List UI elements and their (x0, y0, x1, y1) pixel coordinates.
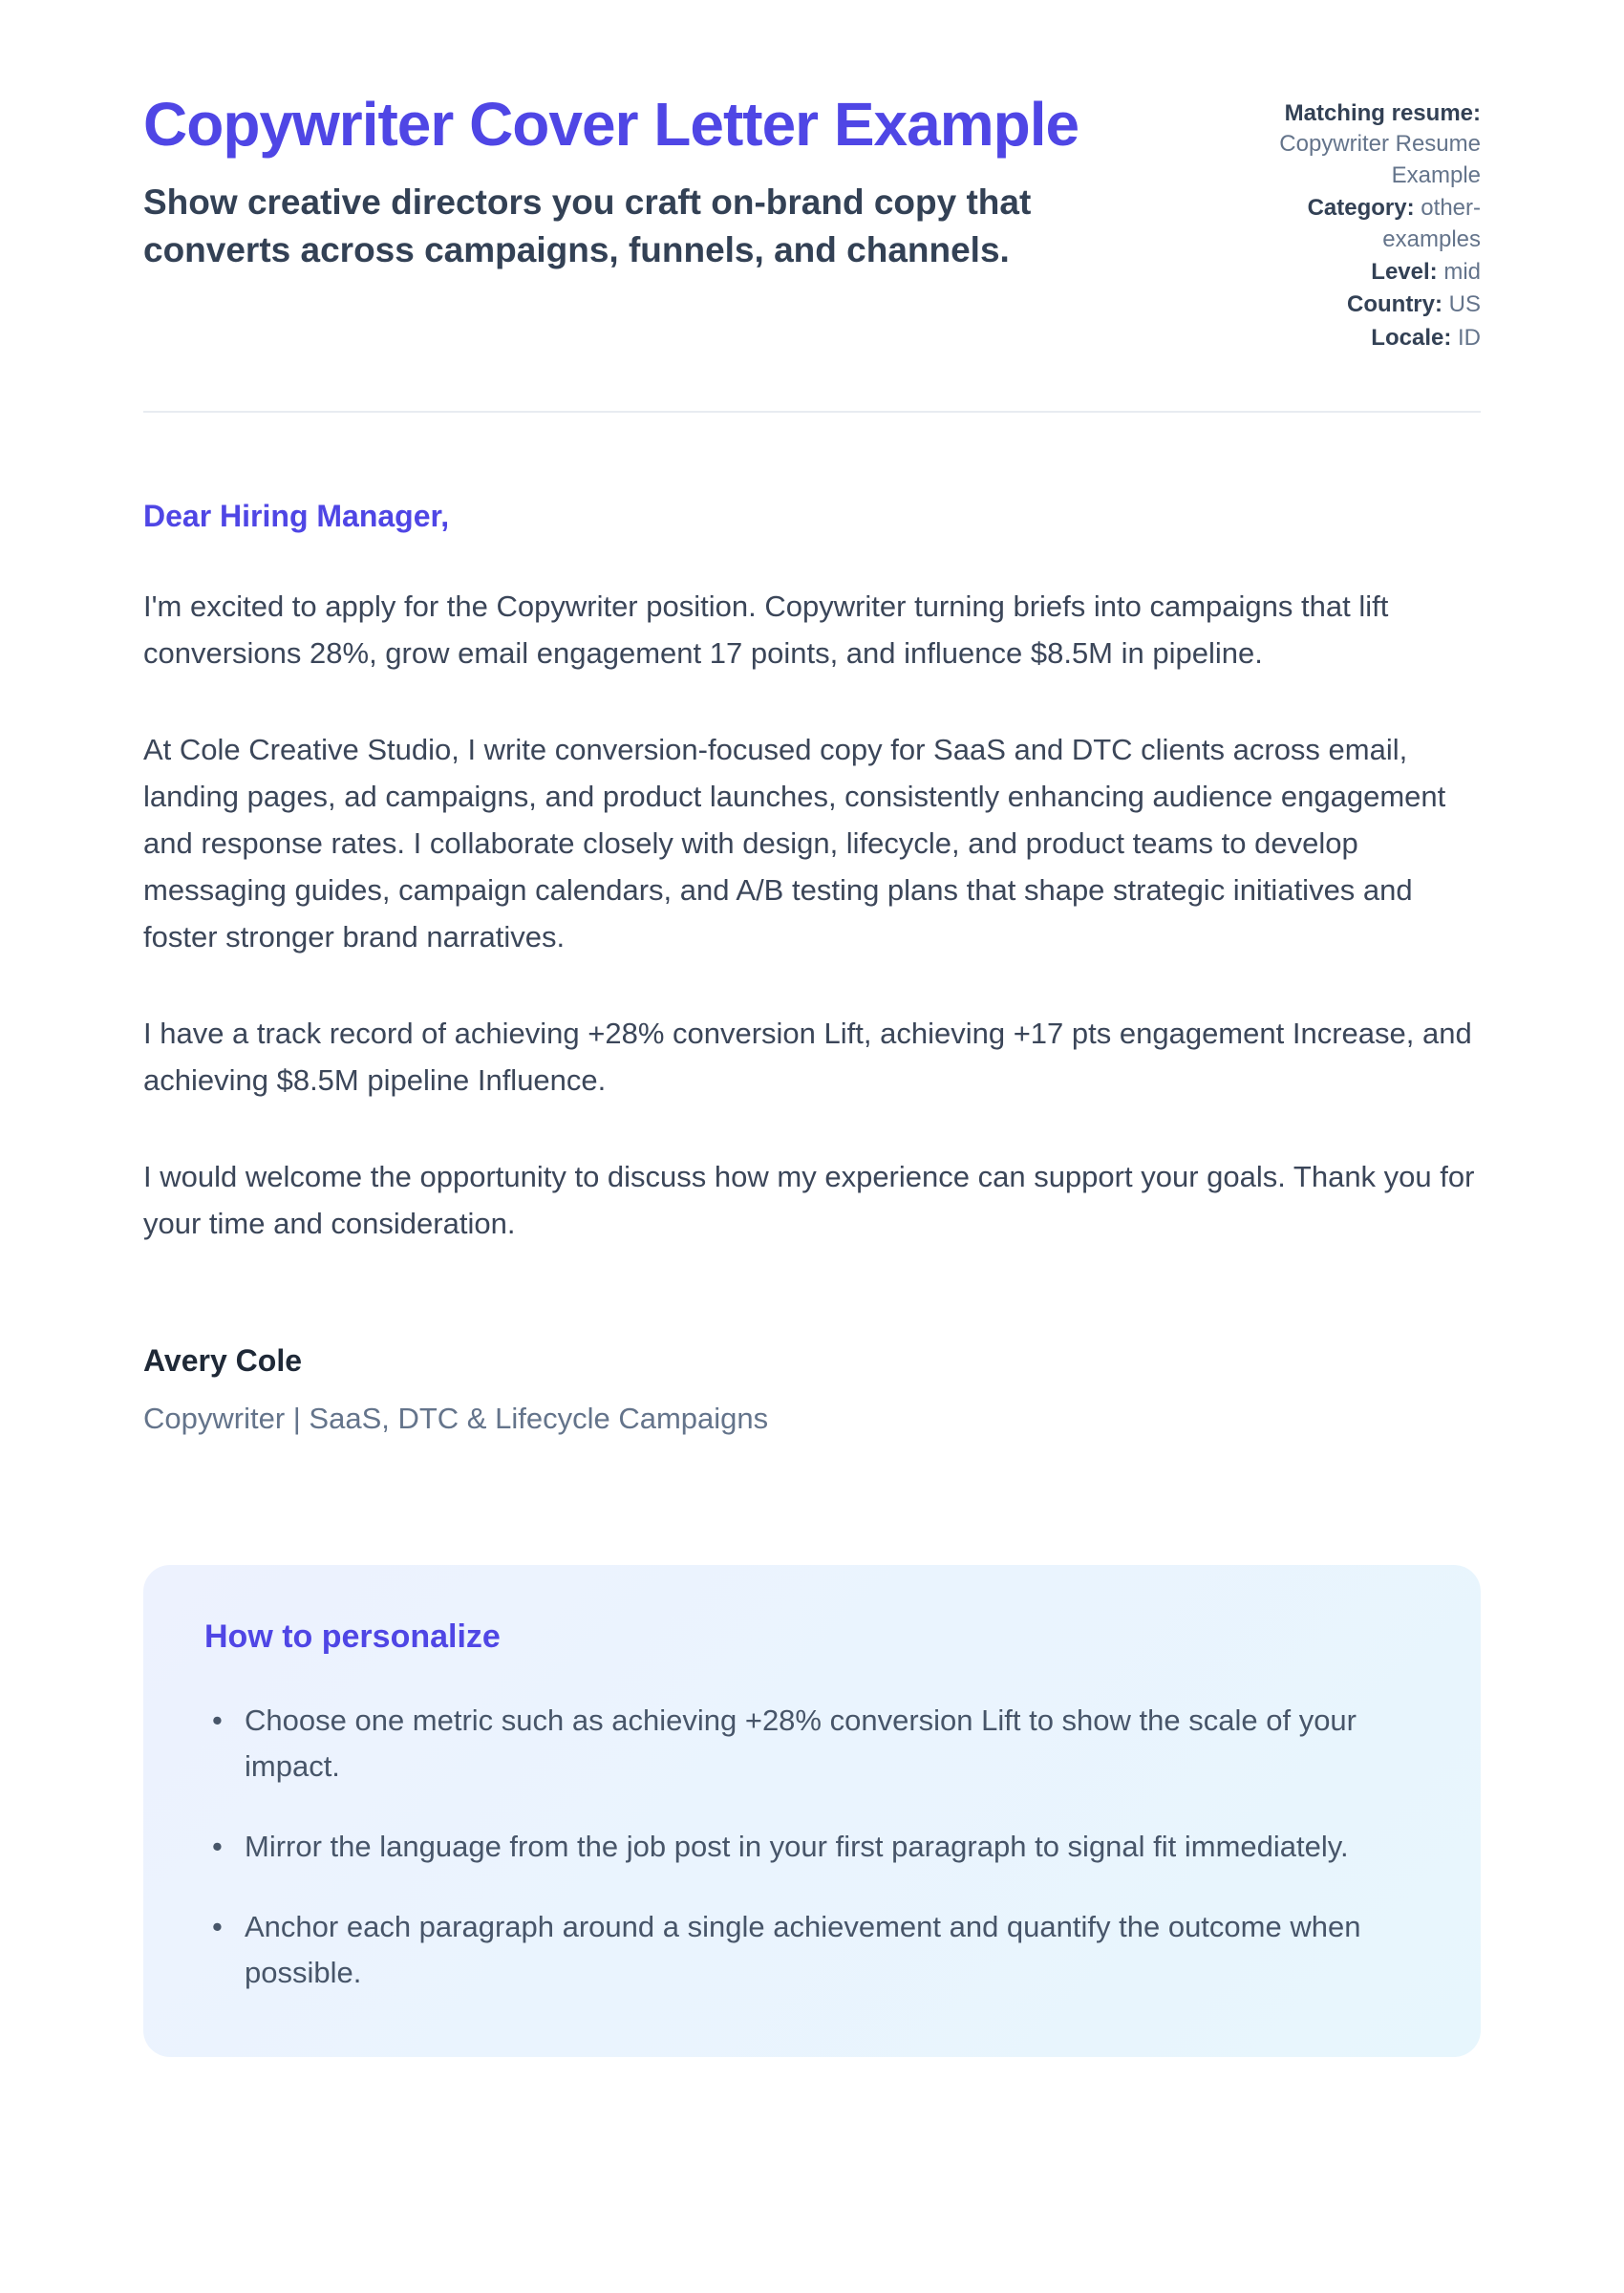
meta-locale (1237, 323, 1481, 354)
personalize-tip-3: • Anchor each paragraph around a single achievement and quantify the outcome when possible. (204, 1904, 1408, 1996)
cover-letter-body (143, 499, 1481, 1436)
header-divider (143, 411, 1481, 413)
signature-block (143, 1343, 1481, 1436)
letter-paragraph-1: I'm excited to apply for the Copywriter position. Copywriter turning briefs into campaigns that lift conversions 28%, grow email engagement 17 points, and influence $8.5M in pipeline. (143, 589, 1389, 671)
personalize-title: How to personalize (204, 1618, 501, 1655)
letter-paragraph-4: I would welcome the opportunity to discuss how my experience can support your goals. Thank you for your time and consideration. (143, 1159, 1475, 1240)
meta-country (1237, 289, 1481, 320)
signature-title: Copywriter | SaaS, DTC & Lifecycle Campaigns (143, 1401, 769, 1435)
meta-label: Level: (1371, 258, 1438, 285)
page-header (143, 91, 1481, 355)
resume-meta-block (1237, 91, 1481, 355)
meta-value: mid (1443, 258, 1481, 285)
meta-category (1237, 193, 1481, 255)
salutation: Dear Hiring Manager, (143, 499, 450, 534)
meta-label: Matching resume: (1284, 100, 1481, 126)
meta-matching-resume (1237, 98, 1481, 191)
header-titles (143, 91, 1079, 274)
signature-name: Avery Cole (143, 1342, 302, 1378)
personalize-tips-list (204, 1698, 1420, 1996)
page-subtitle: Show creative directors you craft on-brand copy that converts across campaigns, funnels, and channels. (143, 182, 1032, 270)
personalize-card (143, 1565, 1481, 2057)
meta-label: Category: (1307, 195, 1415, 222)
meta-value: ID (1458, 324, 1481, 351)
personalize-tip-1: • Choose one metric such as achieving +28% conversion Lift to show the scale of your impact. (204, 1698, 1408, 1789)
meta-value: other-examples (1382, 195, 1481, 252)
meta-level (1237, 257, 1481, 288)
letter-paragraph-3: I have a track record of achieving +28% conversion Lift, achieving +17 pts engagement Increase, and achieving $8.5M pipeline Influence. (143, 1016, 1472, 1097)
meta-label: Country: (1347, 291, 1442, 318)
meta-value: US (1448, 291, 1481, 318)
meta-label: Locale: (1371, 324, 1452, 351)
personalize-tip-2: • Mirror the language from the job post in your first paragraph to signal fit immediately. (204, 1824, 1408, 1870)
meta-value: Copywriter Resume Example (1279, 131, 1481, 188)
letter-paragraph-2: At Cole Creative Studio, I write conversion-focused copy for SaaS and DTC clients across email, landing pages, ad campaigns, and product launches, consistently enhancing audience engagement and response rates. I collaborate closely with design, lifecycle, and product teams to develop messaging guides, campaign calendars, and A/B testing plans that shape strategic initiatives and foster stronger brand narratives. (143, 733, 1446, 954)
page-title: Copywriter Cover Letter Example (143, 90, 1079, 159)
